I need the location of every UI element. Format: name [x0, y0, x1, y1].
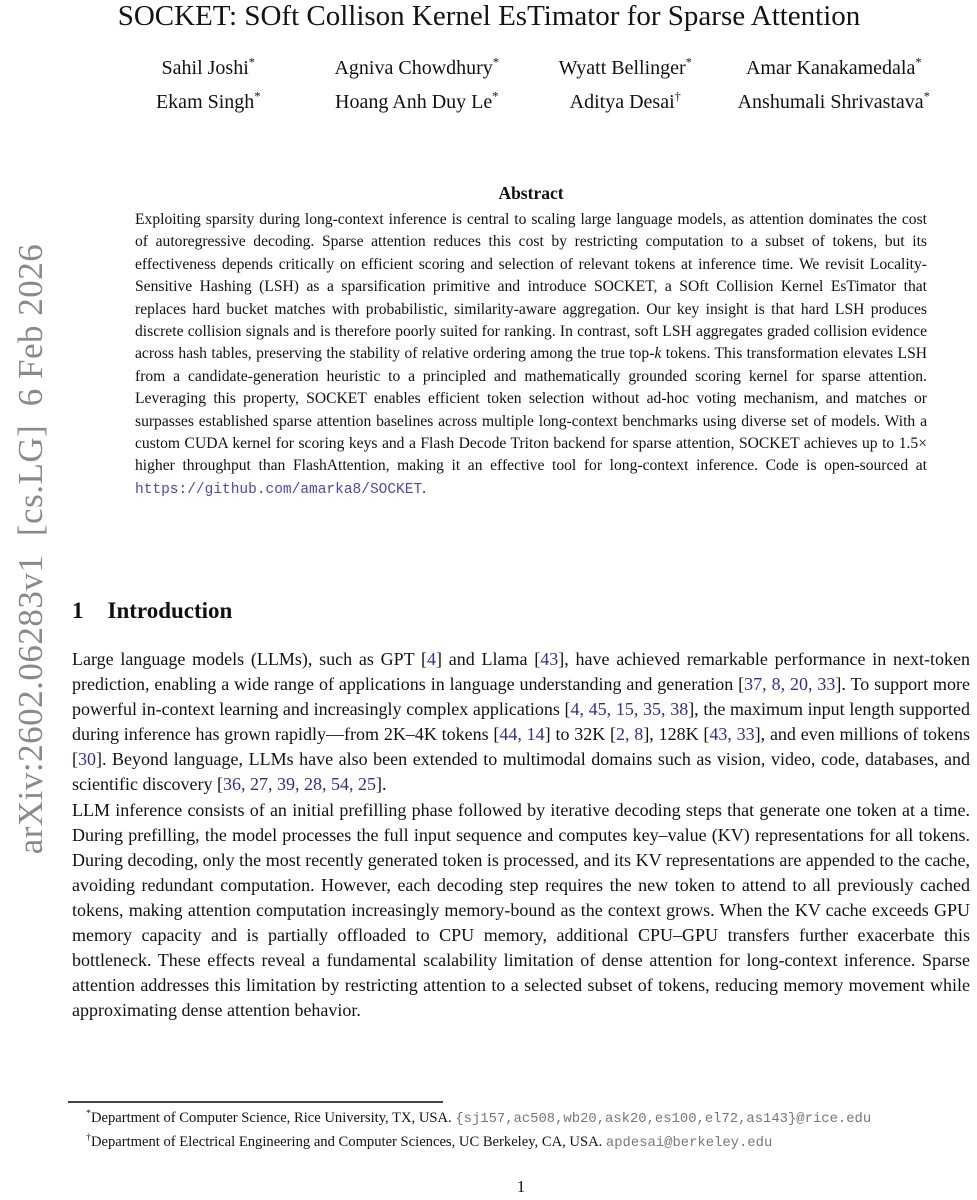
author-name-text: Anshumali Shrivastava: [737, 91, 924, 113]
footnotes-block: [72, 1107, 970, 1155]
text-segment: Large language models (LLMs), such as GPT [: [72, 649, 428, 669]
author-name: [521, 91, 730, 114]
abstract-text: [135, 209, 927, 501]
footnote-rice: [72, 1107, 970, 1131]
citation-link[interactable]: 4: [427, 649, 437, 669]
citation-link[interactable]: 36, 27, 39, 28, 54, 25: [222, 774, 376, 795]
email-text: apdesai@berkeley.edu: [605, 1135, 773, 1151]
author-name: [313, 57, 522, 80]
citation-link[interactable]: 43, 33: [709, 724, 755, 745]
author-name: [730, 57, 939, 80]
author-name: [104, 57, 313, 80]
author-mark: *: [923, 89, 930, 104]
author-name: [313, 91, 522, 114]
author-mark: *: [248, 55, 255, 70]
section-number: 1: [72, 598, 84, 623]
text-segment: ] and Llama [: [436, 649, 541, 669]
author-name-text: Agniva Chowdhury: [334, 57, 493, 79]
text-segment: ]. Beyond language, LLMs have also been extended to multimodal domains such as vision, video, code, databases, and scientific discovery [: [72, 749, 970, 795]
paper-title: SOCKET: SOft Collison Kernel EsTimator for Sparse Attention: [117, 0, 861, 32]
text-segment: ], 128K [: [643, 724, 710, 745]
author-name: [730, 91, 939, 114]
footnote-berkeley: [72, 1131, 970, 1155]
footnote-mark: *: [86, 1108, 91, 1120]
arxiv-watermark: arXiv:2602.06283v1 [cs.LG] 6 Feb 2026: [11, 243, 50, 855]
text-segment: .: [422, 479, 427, 497]
citation-link[interactable]: 37, 8, 20, 33: [744, 674, 836, 695]
text-segment: tokens. This transformation elevates LSH from a candidate-generation heuristic to a principled and mathematically grounded scoring kernel for sparse attention. Leveraging this property, SOCKET enables efficient token selection without ad-hoc voting mechanism, and matches or surpasses established sparse attention baselines across multiple long-context benchmarks using diverse set of models. With a custom CUDA kernel for scoring keys and a Flash Decode Triton backend for sparse attention, SOCKET achieves up to 1.5× higher throughput than FlashAttention, making it an effective tool for long-context inference. Code is open-sourced at: [135, 345, 928, 475]
text-segment: LLM inference consists of an initial prefilling phase followed by iterative decoding steps that generate one token at a time. During prefilling, the model processes the full input sequence and computes key–value (KV) representations for all tokens. During decoding, only the most recently generated token is processed, and its KV representations are appended to the cache, avoiding redundant computation. However, each decoding step requires the new token to attend to all previously cached tokens, making attention computation increasingly memory-bound as the context grows. When the KV cache exceeds GPU memory capacity and is partially offloaded to CPU memory, additional CPU–GPU transfers further exacerbate this bottleneck. These effects reveal a fundamental scalability limitation of dense attention for long-context inference. Sparse attention addresses this limitation by restricting attention to a selected subset of tokens, reducing memory movement while approximating dense attention behavior.: [72, 799, 970, 1021]
text-segment: Department of Electrical Engineering and Computer Sciences, UC Berkeley, CA, USA.: [90, 1134, 606, 1150]
author-name-text: Ekam Singh: [155, 91, 255, 113]
text-segment: Exploiting sparsity during long-context inference is central to scaling large language models, as attention dominates the cost of autoregressive decoding. Sparse attention reduces this cost by restricting computation to a subset of tokens, but its effectiveness depends critically on efficient scoring and selection of relevant tokens at inference time. We revisit Locality-Sensitive Hashing (LSH) as a sparsification primitive and introduce SOCKET, a SOft Collision Kernel EsTimator that replaces hard bucket matches with probabilistic, similarity-aware aggregation. Our key insight is that hard LSH produces discrete collision signals and is therefore poorly suited for ranking. In contrast, soft LSH aggregates graded collision evidence across hash tables, preserving the stability of relative ordering among the true top-: [135, 211, 927, 363]
citation-link[interactable]: 4, 45, 15, 35, 38: [570, 699, 689, 720]
citation-link[interactable]: 2, 8: [616, 724, 644, 745]
text-segment: k: [654, 345, 662, 363]
abstract-heading: Abstract: [498, 183, 564, 203]
author-name: [521, 57, 730, 80]
text-segment: ] to 32K [: [544, 724, 617, 745]
email-text: {sj157,ac508,wb20,ask20,es100,el72,as143}@rice.edu: [455, 1111, 872, 1127]
author-mark: *: [492, 89, 499, 104]
page-number: 1: [516, 1177, 526, 1196]
text-segment: ], and even millions of tokens [: [72, 724, 971, 770]
author-mark: †: [674, 89, 681, 104]
intro-paragraph-2: [72, 798, 970, 1024]
footnote-mark: †: [86, 1132, 91, 1144]
introduction-body: [72, 647, 970, 1023]
citation-link[interactable]: 43: [540, 649, 559, 669]
intro-paragraph-1: [72, 647, 970, 798]
citation-link[interactable]: 30: [78, 749, 96, 770]
text-segment: Department of Computer Science, Rice University, TX, USA.: [90, 1110, 456, 1126]
citation-link[interactable]: 44, 14: [499, 724, 545, 745]
footnote-rule: [68, 1101, 443, 1103]
author-name-text: Amar Kanakamedala: [745, 57, 916, 79]
author-mark: *: [685, 55, 692, 70]
author-name-text: Hoang Anh Duy Le: [335, 91, 493, 113]
url-link[interactable]: https://github.com/amarka8/SOCKET: [135, 481, 423, 498]
author-mark: *: [254, 89, 261, 104]
text-segment: ], the maximum input length supported during inference has grown rapidly—from 2K–4K tokens [: [72, 699, 970, 745]
text-segment: ], have achieved remarkable performance in next-token prediction, enabling a wide range of applications in language understanding and generation [: [72, 649, 971, 695]
text-segment: ]. To support more powerful in-context learning and increasingly complex applications [: [72, 674, 970, 720]
section-heading-introduction: [72, 598, 970, 624]
author-name-text: Sahil Joshi: [161, 57, 249, 79]
author-mark: *: [492, 55, 500, 70]
author-mark: *: [915, 55, 922, 70]
author-name: [104, 91, 313, 114]
author-name-text: Aditya Desai: [569, 91, 675, 113]
authors-block: [104, 57, 938, 114]
text-segment: ].: [375, 774, 387, 795]
section-title: Introduction: [107, 598, 233, 623]
author-name-text: Wyatt Bellinger: [558, 57, 686, 79]
